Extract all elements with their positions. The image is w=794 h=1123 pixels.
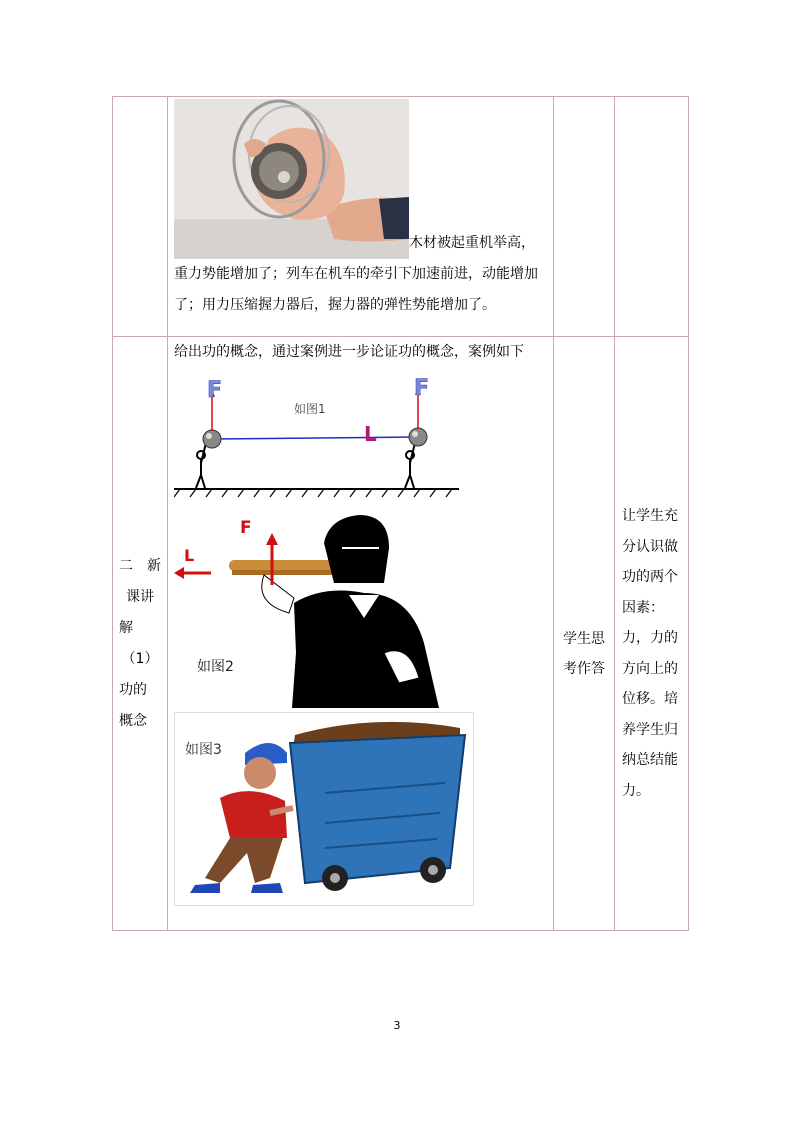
figure-caption: 如图1 xyxy=(294,402,326,416)
force-label: F xyxy=(207,378,223,403)
activity-cell xyxy=(554,337,615,931)
section-line: 解 xyxy=(119,619,133,636)
force-label: F xyxy=(414,376,430,401)
activity-line: 学生思 xyxy=(563,630,605,647)
intent-line: 分认识做 xyxy=(622,538,678,555)
section-line: 课讲 xyxy=(126,588,154,605)
table-row xyxy=(113,97,689,337)
intent-cell-empty xyxy=(615,97,689,337)
section-cell-empty xyxy=(113,97,168,337)
intent-line: 因素： xyxy=(622,599,664,616)
section-line: 二 新 xyxy=(119,557,161,574)
page-number: 3 xyxy=(393,1019,401,1032)
figure-3-cart-push-photo xyxy=(174,712,474,906)
content-cell-energy xyxy=(168,97,554,337)
intent-line: 纳总结能 xyxy=(622,752,678,768)
energy-text-inline: 木材被起重机举高， xyxy=(409,235,535,251)
section-line: 功的 xyxy=(119,681,147,698)
section-line: 概念 xyxy=(119,712,147,729)
intent-line: 位移。培 xyxy=(622,691,678,707)
figure-2-waiter-diagram xyxy=(174,503,474,708)
intent-cell xyxy=(615,337,689,931)
intent-line: 功的两个 xyxy=(622,569,678,585)
intent-line: 力。 xyxy=(622,782,650,799)
figure-caption: 如图3 xyxy=(185,742,222,758)
energy-text: 重力势能增加了；列车在机车的牵引下加速前进，动能增加了；用力压缩握力器后，握力器的弹性势能增加了。 xyxy=(174,266,538,313)
intent-line: 方向上的 xyxy=(622,660,678,677)
activity-cell-empty xyxy=(554,97,615,337)
grip-trainer-photo xyxy=(174,99,409,259)
activity-line: 考作答 xyxy=(563,660,605,677)
intent-line: 力，力的 xyxy=(622,630,678,646)
force-label: F xyxy=(240,518,252,538)
intro-text: 给出功的概念，通过案例进一步论证功的概念，案例如下 xyxy=(174,344,524,360)
figure-1-lift-diagram xyxy=(174,371,474,501)
displacement-label: L xyxy=(364,422,377,446)
lesson-table xyxy=(112,96,689,931)
content-cell-work-concept xyxy=(168,337,554,931)
intent-line: 让学生充 xyxy=(622,508,678,524)
intent-line: 养学生归 xyxy=(622,721,678,738)
displacement-label: L xyxy=(184,546,195,565)
figure-caption: 如图2 xyxy=(197,659,234,675)
section-line: （1） xyxy=(121,650,159,667)
section-cell xyxy=(113,337,168,931)
table-row xyxy=(113,337,689,931)
